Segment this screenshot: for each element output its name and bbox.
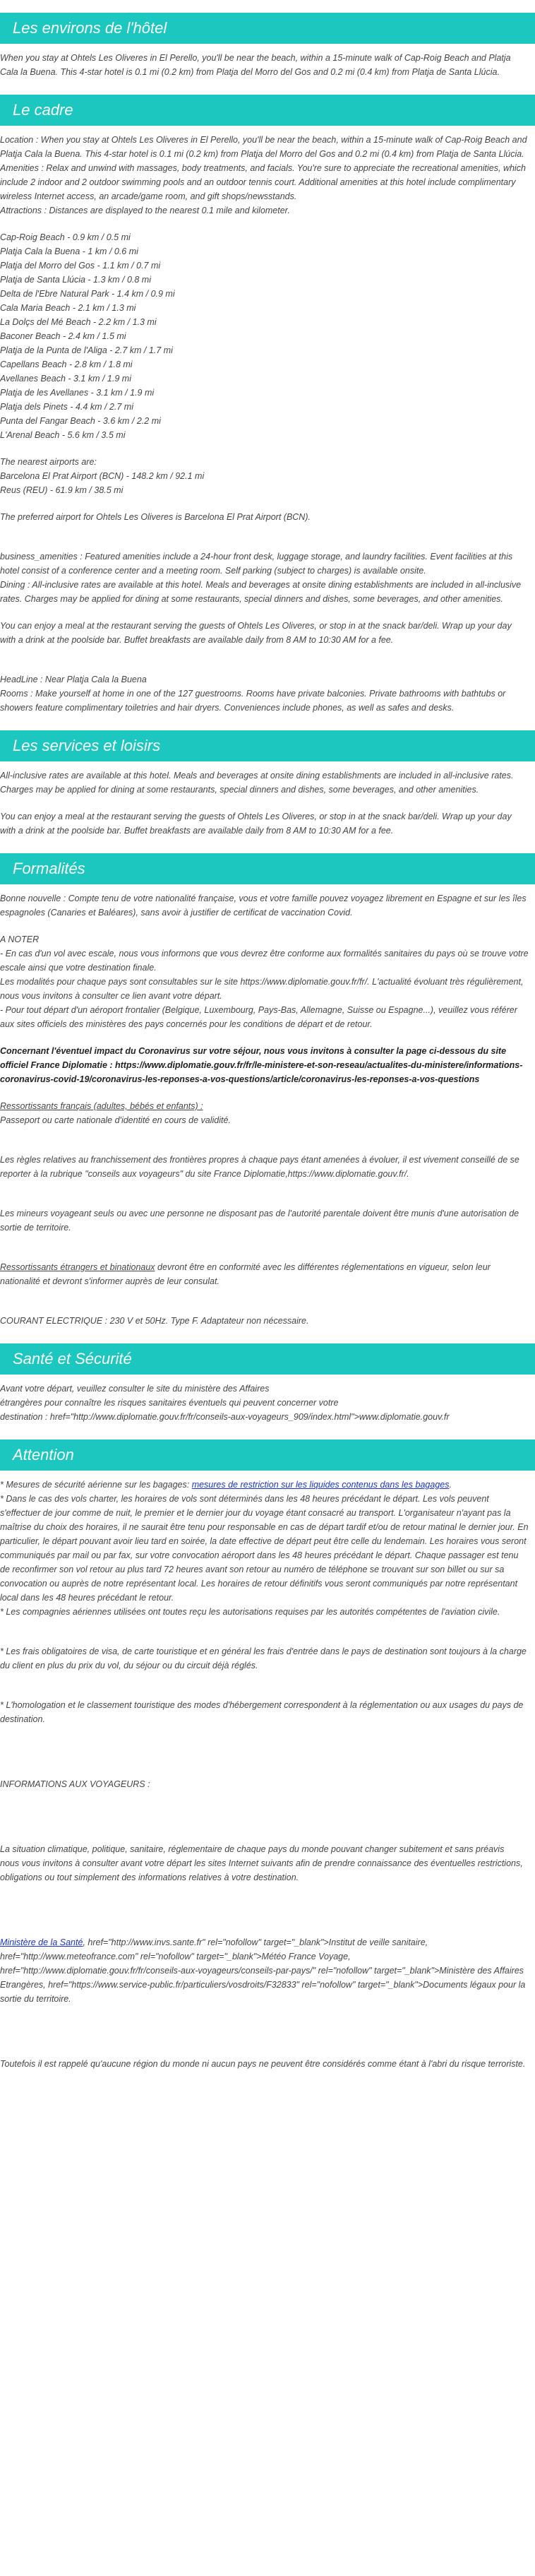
formalites-heading: Formalités — [0, 853, 535, 884]
distance-item: La Dolçs del Mé Beach - 2.2 km / 1.3 mi — [0, 317, 157, 327]
note-line: - En cas d'un vol avec escale, nous vous informons que vous devrez être conforme aux formalités sanitaires du pays où se trouve votre escale ainsi que votre destination finale. — [0, 949, 529, 973]
frontieres-text: Les règles relatives au franchissement des frontières propres à chaque pays étant amenées à évoluer, il est vivement conseillé de se reporter à la rubrique "conseils aux voyageurs" du site France Diplomatie,https://www.diplomatie.gouv.fr/. — [0, 1155, 519, 1179]
airports-intro: The nearest airports are: — [0, 457, 97, 467]
mesures-suffix: . — [449, 1480, 452, 1490]
situation-info: La situation climatique, politique, sanitaire, réglementaire de chaque pays du monde pouvant changer subitement et sans préavis nous vous invitons à consulter avant votre départ les sites Internet suivants afin de prendre connaissance des éventuelles restrictions, obligations ou tout simplement des informations relatives à votre destination. — [0, 1844, 523, 1882]
distance-item: Punta del Fangar Beach - 3.6 km / 2.2 mi — [0, 416, 161, 426]
preferred-airport: The preferred airport for Ohtels Les Oliveres is Barcelona El Prat Airport (BCN). — [0, 512, 311, 522]
distance-item: Platja Cala la Buena - 1 km / 0.6 mi — [0, 247, 138, 256]
services-paragraph: All-inclusive rates are available at this hotel. Meals and beverages at onsite dining establishments are included in all-inclusive rates. Charges may be applied for dining at some restaurants, special dinners and dishes, some beverages, and other amenities. — [0, 771, 514, 795]
note-line: Les modalités pour chaque pays sont consultables sur le site https://www.diplomatie.gouv.fr/fr/. L'actualité évoluant très régulièrement, nous vous invitons à consulter ce lien avant votre départ. — [0, 977, 524, 1001]
ressortissants-title: Ressortissants français (adultes, bébés et enfants) : — [0, 1101, 203, 1111]
etrangers-paragraph — [0, 1260, 529, 1288]
attention-heading: Attention — [0, 1440, 535, 1471]
distance-item: Capellans Beach - 2.8 km / 1.8 mi — [0, 360, 133, 369]
distance-item: Platja de Santa Llúcia - 1.3 km / 0.8 mi — [0, 275, 151, 285]
cadre-heading: Le cadre — [0, 95, 535, 126]
homologation-info: * L'homologation et le classement touristique des modes d'hébergement correspondent à la réglementation ou aux usages du pays de destination. — [0, 1700, 524, 1724]
distance-item: Platja dels Pinets - 4.4 km / 2.7 mi — [0, 402, 133, 412]
distance-item: Delta de l'Ebre Natural Park - 1.4 km / 0.9 mi — [0, 289, 175, 299]
environs-heading: Les environs de l'hôtel — [0, 13, 535, 44]
airport-item: Reus (REU) - 61.9 km / 38.5 mi — [0, 485, 124, 495]
note-line: - Pour tout départ d'un aéroport frontalier (Belgique, Luxembourg, Pays-Bas, Allemagne, Suisse ou Espagne...), veuillez vous référer aux sites officiels des ministères des pays concernés pour les conditions de départ et de retour. — [0, 1005, 517, 1029]
sante-heading: Santé et Sécurité — [0, 1343, 535, 1375]
charter-info: * Dans le cas des vols charter, les horaires de vols sont déterminés dans les 48 heures précédant le départ. Les vols peuvent s'effectuer de jour comme de nuit, le premier et le dernier jour du voyage étant consacré au transport. L'organisateur n'ayant pas la maîtrise du choix des horaires, il ne saurait être tenu pour responsable en cas de départ tardif et/ou de retour matinal le dernier jour. En particulier, le départ pouvant avoir lieu tard en soirée, la date effective de départ peut être celle du lendemain. Les horaires vous seront communiqués par mail ou par fax, sur votre convocation aéroport dans les 48 heures précédant le départ. Chaque passager est tenu de reconfirmer son vol retour au plus tard 72 heures avant son retour au numéro de téléphone se trouvant sur son billet ou sur sa convocation ou auprès de notre représentant local. Les horaires de retour définitifs vous seront communiqués par notre représentant local dans les 48 heures précédant le retour. — [0, 1494, 529, 1603]
restaurant: You can enjoy a meal at the restaurant serving the guests of Ohtels Les Oliveres, or stop in at the snack bar/deli. Wrap up your day with a drink at the poolside bar. Buffet breakfasts are available daily from 8 AM to 10:30 AM for a fee. — [0, 621, 512, 645]
distance-item: Baconer Beach - 2.4 km / 1.5 mi — [0, 331, 126, 341]
cadre-attractions: Attractions : Distances are displayed to the nearest 0.1 mile and kilometer. — [0, 206, 290, 215]
sante-line: Avant votre départ, veuillez consulter le site du ministère des Affaires — [0, 1384, 270, 1394]
headline: HeadLine : Near Platja Cala la Buena — [0, 675, 147, 684]
dining: Dining : All-inclusive rates are available at this hotel. Meals and beverages at onsite dining establishments are included in all-inclusive rates. Charges may be applied for dining at some restaurants, special dinners and dishes, some beverages, and other amenities. — [0, 580, 522, 604]
mesures-securite — [0, 1478, 529, 1492]
note-title: A NOTER — [0, 934, 40, 944]
links-paragraph — [0, 1935, 529, 2006]
distance-item: L'Arenal Beach - 5.6 km / 3.5 mi — [0, 430, 126, 440]
terrorism-notice: Toutefois il est rappelé qu'aucune région du monde ni aucun pays ne peuvent être considérés comme étant à l'abri du risque terroriste. — [0, 2059, 526, 2069]
links-rest: , href="http://www.invs.sante.fr" rel="nofollow" target="_blank">Institut de veille sanitaire, href="http://www.meteofrance.com" rel="nofollow" target="_blank">Météo France Voyage, href="http://www.diplomatie.gouv.fr/fr/conseils-aux-voyageurs/conseils-par-pays/" rel="nofollow" target="_blank">Ministère des Affaires Etrangères, href="https://www.service-public.fr/particuliers/vosdroits/F32833" rel="nofollow" target="_blank">Documents légaux pour la sortie du territoire. — [0, 1937, 526, 2004]
rooms: Rooms : Make yourself at home in one of the 127 guestrooms. Rooms have private balconies. Private bathrooms with bathtubs or showers feature complimentary toiletries and hair dryers. Conveniences include phones, as well as safes and desks. — [0, 689, 506, 713]
cadre-location: Location : When you stay at Ohtels Les Oliveres in El Perello, you'll be near the beach, within a 15-minute walk of Cap-Roig Beach and Platja Cala la Buena. This 4-star hotel is 0.1 mi (0.2 km) from Platja del Morro del Gos and 0.2 mi (0.4 km) from Platja de Santa Llúcia. — [0, 135, 527, 159]
cadre-amenities: Amenities : Relax and unwind with massages, body treatments, and facials. You're sure to appreciate the recreational amenities, which include 2 indoor and 2 outdoor swimming pools and an outdoor tennis court. Additional amenities at this hotel include complimentary wireless Internet access, an arcade/game room, and gift shops/newsstands. — [0, 163, 526, 201]
distance-item: Platja de la Punta de l'Aliga - 2.7 km / 1.7 mi — [0, 345, 173, 355]
business-amenities: business_amenities : Featured amenities include a 24-hour front desk, luggage storage, and laundry facilities. Event facilities at this hotel consist of a conference center and a meeting room. Self parking (subject to charges) is available onsite. — [0, 552, 513, 576]
liquides-restriction-link[interactable]: mesures de restriction sur les liquides contenus dans les bagages — [191, 1480, 450, 1490]
frais-info: * Les frais obligatoires de visa, de carte touristique et en général les frais d'entrée dans le pays de destination sont toujours à la charge du client en plus du prix du vol, du séjour ou du circuit déjà réglés. — [0, 1646, 527, 1670]
courant-electrique: COURANT ELECTRIQUE : 230 V et 50Hz. Type F. Adaptateur non nécessaire. — [0, 1316, 309, 1326]
cadre-content — [0, 133, 535, 715]
etrangers-text: devront être en conformité avec les différentes réglementations en vigueur, selon leur nationalité et devront s'informer auprès de leur consulat. — [0, 1262, 491, 1286]
etrangers-title: Ressortissants étrangers et binationaux — [0, 1262, 155, 1272]
distance-list — [0, 230, 529, 442]
ministere-sante-link[interactable]: Ministère de la Santé — [0, 1937, 83, 1947]
coronavirus-notice: Concernant l'éventuel impact du Coronavirus sur votre séjour, nous vous invitons à consulter la page ci-dessous du site officiel France Diplomatie : https://www.diplomatie.gouv.fr/fr/le-ministere-et-son-reseau/actualites-du-ministere/informations-coronavirus-covid-19/coronavirus-les-reponses-a-vos-questions/article/coronavirus-les-reponses-a-vos-questions — [0, 1046, 523, 1084]
mesures-prefix: * Mesures de sécurité aérienne sur les bagages: — [0, 1480, 192, 1490]
services-heading: Les services et loisirs — [0, 730, 535, 761]
distance-item: Platja de les Avellanes - 3.1 km / 1.9 mi — [0, 388, 155, 398]
distance-item: Cala Maria Beach - 2.1 km / 1.3 mi — [0, 303, 136, 313]
distance-item: Avellanes Beach - 3.1 km / 1.9 mi — [0, 374, 131, 384]
services-paragraph: You can enjoy a meal at the restaurant serving the guests of Ohtels Les Oliveres, or stop in at the snack bar/deli. Wrap up your day with a drink at the poolside bar. Buffet breakfasts are available daily from 8 AM to 10:30 AM for a fee. — [0, 812, 512, 836]
distance-item: Platja del Morro del Gos - 1.1 km / 0.7 mi — [0, 261, 161, 271]
distance-item: Cap-Roig Beach - 0.9 km / 0.5 mi — [0, 232, 131, 242]
airport-item: Barcelona El Prat Airport (BCN) - 148.2 km / 92.1 mi — [0, 471, 205, 481]
ressortissants-text: Passeport ou carte nationale d'identité en cours de validité. — [0, 1115, 231, 1125]
informations-voyageurs-title: INFORMATIONS AUX VOYAGEURS : — [0, 1779, 150, 1789]
formalites-good-news: Bonne nouvelle : Compte tenu de votre nationalité française, vous et votre famille pouvez voyagez librement en Espagne et sur les îles espagnoles (Canaries et Baléares), sans avoir à justifier de certificat de vaccination Covid. — [0, 894, 527, 918]
sante-line: étrangères pour connaître les risques sanitaires éventuels qui peuvent concerner votre — [0, 1398, 339, 1408]
sante-line: destination : href="http://www.diplomatie.gouv.fr/fr/conseils-aux-voyageurs_909/index.html">www.diplomatie.gouv.fr — [0, 1412, 450, 1422]
mineurs-text: Les mineurs voyageant seuls ou avec une personne ne disposant pas de l'autorité parentale doivent être munis d'une autorisation de sortie de territoire. — [0, 1209, 519, 1233]
compagnies-info: * Les compagnies aériennes utilisées ont toutes reçu les autorisations requises par les autorités compétentes de l'aviation civile. — [0, 1607, 500, 1617]
environs-intro: When you stay at Ohtels Les Oliveres in El Perello, you'll be near the beach, within a 15-minute walk of Cap-Roig Beach and Platja Cala la Buena. This 4-star hotel is 0.1 mi (0.2 km) from Platja del Morro del Gos and 0.2 mi (0.4 km) from Platja de Santa Llúcia. — [0, 53, 511, 77]
